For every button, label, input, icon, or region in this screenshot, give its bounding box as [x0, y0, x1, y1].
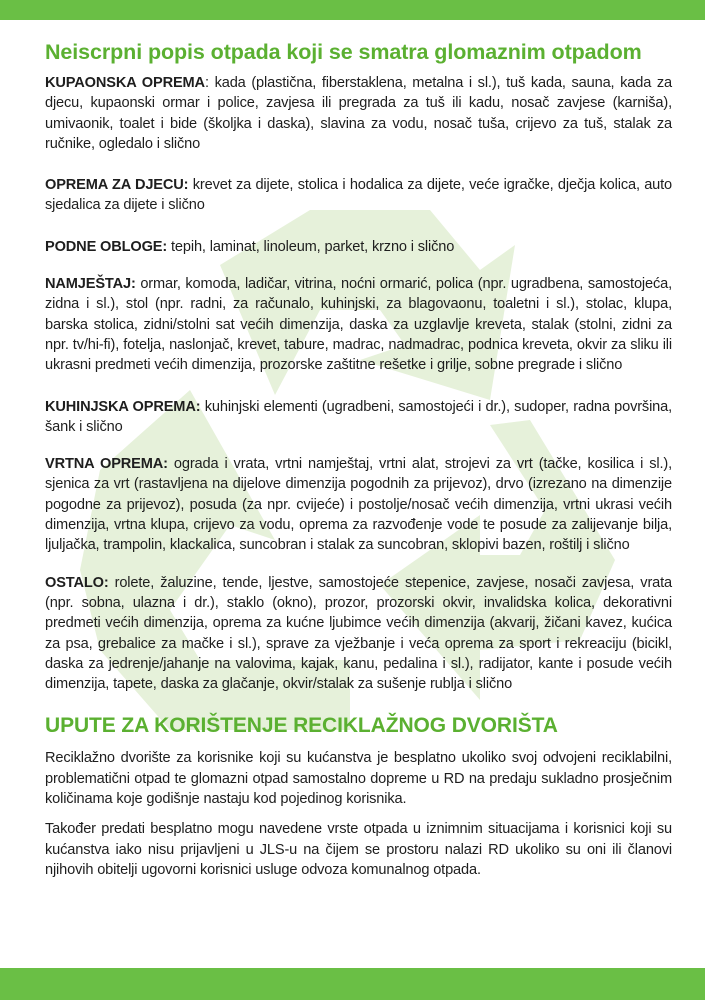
item-text: ormar, komoda, ladičar, vitrina, noćni ormarić, polica (npr. ugradbena, samostojeća, zidna i sl.), stol (npr. radni, za računalo, kuhinjski, za blagovaonu, toaletni i sl.), stolac, klupa, barska stolica, zidni/stolni sat većih dimenzija, daska za uzglavlje kreveta, stalak (stolni, zidni za npr. tv/hi-fi), fotelja, naslonjač, krevet, tabure, madrac, nadmadrac, podnica kreveta, okvir za sliku ili ukrasni predmeti većih dimenzija, prozorske zaštitne rešetke i grilje, sobne pregrade i slično	[45, 276, 673, 374]
item-label: OPREMA ZA DJECU:	[45, 177, 189, 194]
item-label: KUHINJSKA OPREMA:	[45, 398, 201, 415]
list-item	[45, 397, 672, 438]
instructions-heading: UPUTE ZA KORIŠTENJE RECIKLAŽNOG DVORIŠTA	[45, 714, 558, 738]
item-text: krevet za dijete, stolica i hodalica za dijete, veće igračke, dječja kolica, auto sjedalica za dijete i slično	[45, 177, 673, 214]
item-label: VRTNA OPREMA:	[45, 456, 168, 473]
page-content	[45, 40, 672, 880]
bulky-waste-heading: Neiscrpni popis otpada koji se smatra glomaznim otpadom	[45, 40, 642, 64]
top-accent-bar	[0, 0, 705, 20]
bottom-accent-bar	[0, 968, 705, 1000]
list-item	[45, 274, 672, 375]
list-item: KUPAONSKA OPREMA: kada (plastična, fiberstaklena, metalna i sl.), tuš kada, sauna, kada za djecu, kupaonski ormar i police, zavjesa ili pregrada za tuš ili kadu, nosač zavjese (karniša), umivaonik, toalet i bide (školjka i daska), slavina za vodu, nosač tuša, crijevo za tuš, stalak za ručnike, ogledalo i slično	[45, 75, 673, 152]
item-text: rolete, žaluzine, tende, ljestve, samostojeće stepenice, zavjese, nosači zavjesa, vrata (npr. sobna, ulazna i dr.), staklo (okno), prozor, prozorski okvir, invalidska kolica, dekorativni predmeti većih dimenzija, oprema za kućne ljubimce većih dimenzija (akvarij, žičani kavez, kućica za psa, grebalice za mačke i sl.), sprave za vježbanje i veća oprema za sport i rekreaciju (bicikl, daska za jedrenje/jahanje na valovima, kajak, kanu, pedalina i sl.), radijator, kante i posude većih dimenzija, tapete, daska za glačanje, okvir/stalak za sušenje rublja i slično	[45, 574, 672, 693]
instructions-paragraph: Reciklažno dvorište za korisnike koji su kućanstva je besplatno ukoliko svoj odvojeni reciklabilni, problematični otpad te glomazni otpad samostalno dopreme u RD na predaju sukladno prosječnim količinama koje godišnje nastaju kod pojedinog korisnika.	[45, 750, 672, 808]
item-text: tepih, laminat, linoleum, parket, krzno i slično	[171, 238, 455, 255]
item-label: OSTALO:	[45, 574, 109, 591]
item-text: kuhinjski elementi (ugradbeni, samostojeći i dr.), sudoper, radna površina, šank i slično	[45, 398, 673, 435]
item-label: PODNE OBLOGE:	[45, 238, 168, 255]
item-label: KUPAONSKA OPREMA	[45, 75, 205, 91]
list-item	[45, 573, 672, 695]
item-text: ograda i vrata, vrtni namještaj, vrtni alat, strojevi za vrt (tačke, kosilica i sl.), sjenica za vrt (rastavljena na dijelove dimenzija pogodnih za prijevoz), drvo (izrezano na dimenzije pogodne za prijevoz), posuda (za npr. cvijeće) i postolje/nosač većih dimenzija, vrtni ukrasi većih dimenzija, vrtna klupa, crijevo za vodu, oprema za razvođenje vode te posude za zalijevanje bilja, ljuljačka, trampolin, klackalica, suncobran i stalak za suncobran, sklopivi bazen, roštilj i slično	[45, 456, 672, 554]
list-item	[45, 175, 672, 216]
list-item	[45, 237, 672, 257]
instructions-paragraph: Također predati besplatno mogu navedene vrste otpada u iznimnim situacijama i korisnici koji su kućanstva iako nisu prijavljeni u JLS-u na čijem se prostoru nalazi RD ukoliko su oni ili članovi njihovih obitelji ugovorni korisnici usluge odvoza komunalnog otpada.	[45, 821, 672, 878]
item-label: NAMJEŠTAJ:	[45, 276, 136, 293]
list-item	[45, 454, 672, 555]
item-text: kada (plastična, fiberstaklena, metalna i sl.), tuš kada, sauna, kada za djecu, kupaonski ormar i police, zavjesa ili pregrada za tuš ili kadu, nosač zavjese (karniša), umivaonik, toalet i bide (školjka i daska), slavina za vodu, nosač tuša, crijevo za tuš, stalak za ručnike, ogledalo i slično	[45, 75, 673, 152]
